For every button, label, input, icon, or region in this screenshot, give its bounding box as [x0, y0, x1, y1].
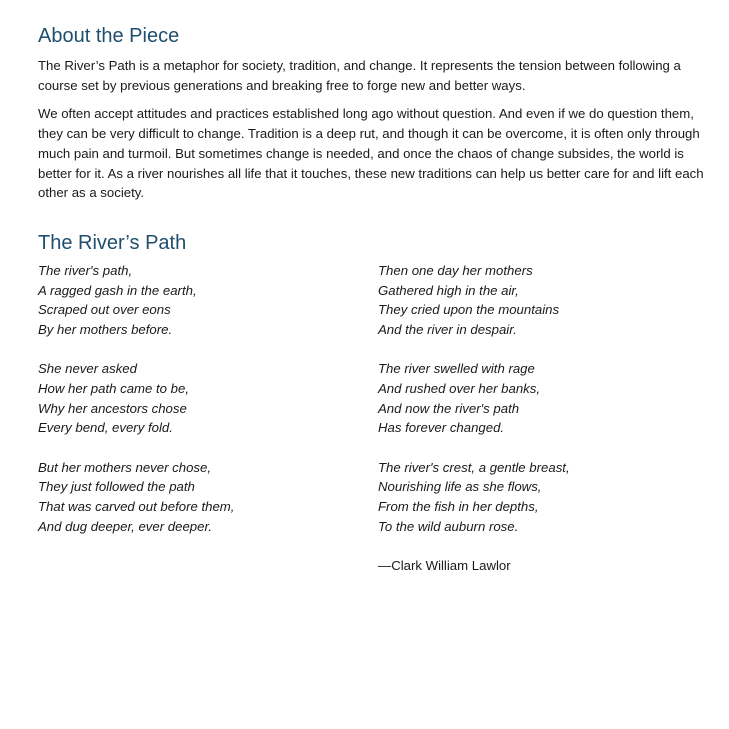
poem-line: Has forever changed.: [378, 420, 505, 436]
poem-line: They just followed the path: [38, 479, 195, 495]
poem-line: And rushed over her banks,: [378, 380, 541, 396]
poem-section: [38, 229, 718, 576]
poem-line: And the river in despair.: [378, 322, 517, 338]
poem-line: By her mothers before.: [38, 322, 173, 338]
poem-stanza-5: [378, 359, 718, 438]
poem-line: Then one day her mothers: [378, 262, 533, 278]
about-paragraph-2: We often accept attitudes and practices established long ago without question. And even if we do question them, they can be very difficult to change. Tradition is a deep rut, and though it can be overcome, it is often only through much pain and turmoil. But sometimes change is needed, and once the chaos of change subsides, the world is better for it. As a river nourishes all life that it touches, these new traditions can help us better care for and lift each other as a society.: [38, 106, 704, 201]
poem-body: [38, 261, 718, 576]
poem-column-left: [38, 261, 378, 576]
poem-line: Gathered high in the air,: [378, 282, 519, 298]
poem-line: Nourishing life as she flows,: [378, 479, 542, 495]
about-paragraph-1: The River’s Path is a metaphor for society, tradition, and change. It represents the tension between following a course set by previous generations and breaking free to forge new and better ways.: [38, 58, 681, 93]
poem-column-right: [378, 261, 718, 576]
poem-attribution: —Clark William Lawlor: [378, 557, 511, 573]
poem-line: And now the river's path: [378, 400, 520, 416]
poem-line: Scraped out over eons: [38, 302, 171, 318]
poem-line: To the wild auburn rose.: [378, 518, 519, 534]
poem-line: The river's path,: [38, 262, 133, 278]
poem-line: They cried upon the mountains: [378, 302, 560, 318]
poem-line: From the fish in her depths,: [378, 498, 539, 514]
poem-heading: The River’s Path: [38, 231, 187, 254]
poem-stanza-1: [38, 261, 378, 340]
poem-line: A ragged gash in the earth,: [38, 282, 197, 298]
poem-stanza-2: [38, 359, 378, 438]
about-heading: About the Piece: [38, 25, 180, 47]
about-section: [38, 22, 718, 203]
document-page: [38, 22, 718, 576]
poem-stanza-3: [38, 458, 378, 537]
poem-line: That was carved out before them,: [38, 498, 235, 514]
poem-line: The river swelled with rage: [378, 361, 535, 377]
poem-line: She never asked: [38, 361, 137, 377]
poem-stanza-6: [378, 458, 718, 537]
poem-line: Why her ancestors chose: [38, 400, 187, 416]
poem-line: But her mothers never chose,: [38, 459, 211, 475]
poem-line: How her path came to be,: [38, 380, 190, 396]
poem-stanza-4: [378, 261, 718, 340]
poem-line: And dug deeper, ever deeper.: [38, 518, 213, 534]
poem-line: Every bend, every fold.: [38, 420, 173, 436]
poem-line: The river's crest, a gentle breast,: [378, 459, 570, 475]
